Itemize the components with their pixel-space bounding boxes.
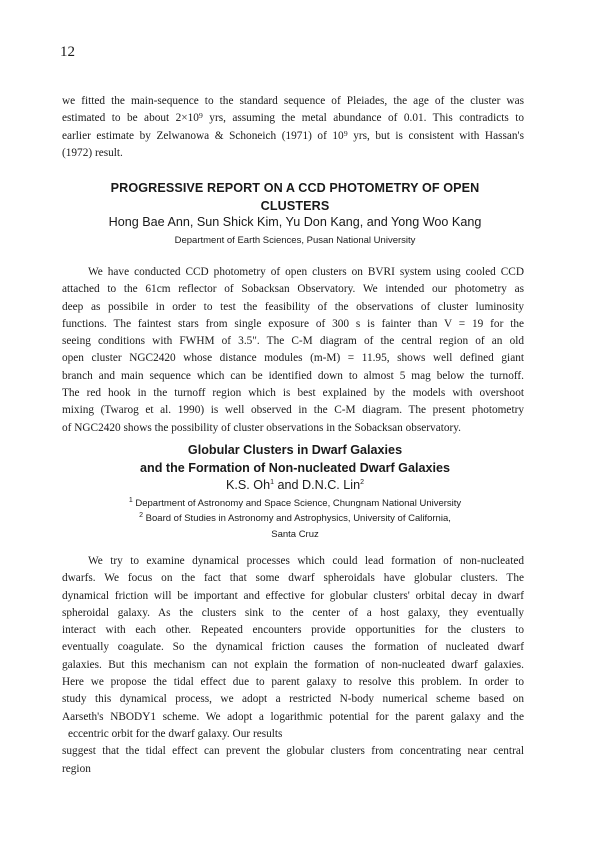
article2-title-line2: and the Formation of Non-nucleated Dwarf Galaxies (140, 461, 450, 475)
text-line: dwarfs. We focus on the fact that some dwarf spheroidals have globular clusters. The (62, 572, 524, 585)
text-line: earlier estimate by Zelwanowa & Schoneich (1971) of 10⁹ yrs, but is consistent with Hassan's (62, 129, 524, 142)
article2-title (40, 441, 550, 477)
text-line: eccentric orbit for the dwarf galaxy. Our results (68, 727, 283, 740)
text-line: open cluster NGC2420 whose distance modules (m-M) = 11.95, shows well defined giant (62, 352, 524, 365)
affil1-sup: 1 (128, 496, 133, 504)
text-line: suggest that the tidal effect can prevent the globular clusters from concentrating near central (62, 745, 524, 758)
article2-abstract (62, 553, 524, 778)
text-line: study this dynamical process, we adopt a restricted N-body numerical scheme based on (62, 693, 524, 706)
author-lin: and D.N.C. Lin (277, 478, 361, 492)
affil1-text: Department of Astronomy and Space Science, Chungnam National University (135, 498, 462, 509)
text-line: interact with each other. Repeated encounters provide opportunities for the clusters to (62, 624, 524, 637)
text-line: spheroidal galaxy. As the clusters sink to the center of a host galaxy, they eventually (62, 606, 524, 619)
author-oh-sup: 1 (270, 478, 274, 486)
article1-affiliation: Department of Earth Sciences, Pusan National University (174, 235, 416, 246)
text-line: estimated to be about 2×10⁹ yrs, assuming the metal abundance of 0.01. This contradicts to (62, 112, 524, 125)
article1-title-line1: PROGRESSIVE REPORT ON A CCD PHOTOMETRY OF OPEN (110, 181, 480, 195)
text-line: We try to examine dynamical processes which could lead formation of non-nucleated (88, 555, 524, 567)
text-line: (1972) result. (62, 146, 123, 159)
article2-affiliation-2-line2: Santa Cruz (271, 529, 319, 540)
article1-abstract (62, 264, 524, 437)
author-oh: K.S. Oh (225, 478, 271, 492)
text-line: of NGC2420 shows the possibility of cluster observations in the Sobacksan observatory. (62, 421, 461, 434)
text-line: seeing conditions with FWHM of 3.5". The C-M diagram of the central region of an old (62, 335, 524, 348)
text-line: We have conducted CCD photometry of open clusters on BVRI system using cooled CCD (88, 266, 524, 278)
text-line: attached to the 61cm reflector of Sobacksan Observatory. We intended our photometry as (62, 283, 524, 296)
intro-paragraph (62, 93, 524, 162)
article2-title-line1: Globular Clusters in Dwarf Galaxies (187, 443, 403, 457)
affil2-sup: 2 (139, 511, 144, 519)
text-line: deep as possibile in order to test the feasibility of the observations of cluster luminosity (62, 300, 524, 313)
text-line: region (62, 762, 91, 775)
affil2-text: Board of Studies in Astronomy and Astrophysics, University of California, (145, 513, 451, 524)
text-line: The red hook in the turnoff region which is best explained by the models with overshoot (62, 387, 524, 400)
text-line: branch and main sequence which can be identified down to almost 5 mag below the turnoff. (62, 369, 524, 382)
article2-authors (40, 478, 550, 492)
text-line: Here we propose the tidal effect due to parent galaxy to resolve this problem. In order to (62, 676, 524, 689)
article1-title-line2: CLUSTERS (260, 199, 330, 213)
article1-title (40, 179, 550, 215)
text-line: mixing (Twarog et al. 1990) is well observed in the C-M diagram. The present photometry (62, 404, 524, 417)
text-line: dynamical friction will be important and effective for globular clusters' orbital decay in dwarf (62, 589, 524, 602)
text-line: functions. The faintest stars from single exposure of 300 s is fainter than V = 19 for the (62, 317, 524, 330)
article1-authors: Hong Bae Ann, Sun Shick Kim, Yu Don Kang, and Yong Woo Kang (108, 215, 482, 229)
article2-affiliation-2 (40, 513, 550, 524)
article2-affiliation-1 (40, 498, 550, 509)
page-number: 12 (60, 44, 75, 60)
text-line: eventually coagulate. So the dynamical friction causes the formation of nucleated dwarf (62, 641, 524, 654)
text-line: Aarseth's NBODY1 scheme. We adopt a logarithmic potential for the parent galaxy and the (62, 710, 524, 723)
text-line: we fitted the main-sequence to the standard sequence of Pleiades, the age of the cluster was (62, 95, 524, 107)
text-line: galaxies. But this mechanism can not explain the formation of non-nucleated dwarf galaxies. (62, 658, 524, 671)
author-lin-sup: 2 (360, 478, 365, 486)
